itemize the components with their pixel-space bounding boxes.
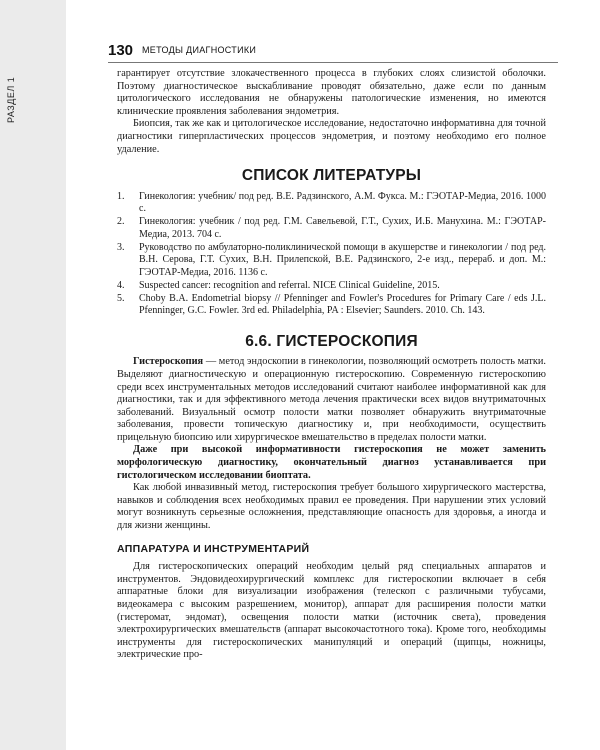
section-label: РАЗДЕЛ 1 [6, 76, 16, 124]
running-title: МЕТОДЫ ДИАГНОСТИКИ [142, 45, 257, 55]
header-rule [108, 62, 558, 63]
hysteroscopy-emphasis-paragraph: Даже при высокой информативности гистероскопия не может заменить морфологическую диагностику, окончательный диагноз устанавливается при гистологическом исследовании биоптата. [117, 444, 546, 481]
references-heading: СПИСОК ЛИТЕРАТУРЫ [241, 167, 422, 185]
reference-item: 1. Гинекология: учебник/ под ред. В.Е. Радзинского, А.М. Фукса. М.: ГЭОТАР-Медиа, 2016. 1000 с. [117, 190, 546, 215]
equipment-paragraph-1: Для гистероскопических операций необходим целый ряд специальных аппаратов и инструментов. Эндовидеохирургический комплекс для гистероскопии включает в себя аппаратные блоки для визуализации изображения (телескоп с различными тубусами, видеокамера с высоким разрешением, монитор), аппарат для расширения полости матки (гистеромат, эндомат), освещения полости матки (источник света), проведения электрохирургических вмешательств (аппарат высокочастотного тока). Кроме того, необходимы инструменты для гистероскопических манипуляций и операций (щипцы, ножницы, электрические про- [117, 561, 546, 661]
reference-item: 3. Руководство по амбулаторно-поликлинической помощи в акушерстве и гинекологии / под ред. В.Н. Серова, Г.Т. Сухих, В.Н. Прилепской, В.Е. Радзинского, 2-е изд., перераб. и доп. М.: ГЭОТАР-Медиа, 2016. 1136 с. [117, 241, 546, 278]
page-header [108, 40, 558, 62]
term-hysteroscopy: Гистероскопия [133, 356, 204, 368]
hysteroscopy-paragraph-1: Гистероскопия — метод эндоскопии в гинекологии, позволяющий осмотреть полость матки. Выделяют диагностическую и операционную гистероскопию. Современную гистероскопию среди всех инструментальных методов исследований считают наиболее информативной как для диагностики, так и для эффективного метода лечения практически всех видов внутриматочных заболеваний. Визуальный осмотр полости матки позволяет обнаружить внутриматочные заболевания, провести топическую диагностику и, при необходимости, осуществить прицельную биопсию или хирургическое вмешательство в пределах полости матки. [117, 356, 546, 443]
page-number: 130 [108, 42, 134, 59]
reference-item: 5. Choby B.A. Endometrial biopsy // Pfenninger and Fowler's Procedures for Primary Care / eds J.L. Pfenninger, G.C. Fowler. 3rd ed. Philadelphia, PA : Elsevier; Saunders. 2010. Ch. 143. [117, 293, 546, 317]
page-content [117, 68, 546, 662]
reference-item: 2. Гинекология: учебник / под ред. Г.М. Савельевой, Г.Т., Сухих, И.Б. Манухина. М.: ГЭОТАР-Медиа, 2013. 704 с. [117, 216, 546, 240]
intro-paragraph-2: Биопсия, так же как и цитологическое исследование, недостаточно информативна для точной диагностики гиперпластических процессов эндометрия, и поэтому необходимо его полное удаление. [117, 118, 546, 155]
page-side-tab [0, 0, 66, 750]
reference-item: 4. Suspected cancer: recognition and referral. NICE Clinical Guideline, 2015. [117, 279, 440, 291]
subsection-heading-equipment: АППАРАТУРА И ИНСТРУМЕНТАРИЙ [117, 542, 310, 555]
references-list [117, 191, 546, 318]
intro-paragraph-1: гарантирует отсутствие злокачественного процесса в глубоких слоях слизистой оболочки. Поэтому диагностическое выскабливание проводят обязательно, даже если по данным цитологического исследования не обнаружены патологические изменения, но имеются клинические проявления заболевания эндометрия. [117, 68, 546, 117]
section-heading-hysteroscopy: 6.6. ГИСТЕРОСКОПИЯ [245, 332, 418, 350]
hysteroscopy-paragraph-3: Как любой инвазивный метод, гистероскопия требует большого хирургического мастерства, навыков и соблюдения всех необходимых правил ее проведения. При нарушении этих условий могут возникнуть серьезные осложнения, представляющие опасность для здоровья, а иногда и для жизни женщины. [117, 482, 546, 532]
